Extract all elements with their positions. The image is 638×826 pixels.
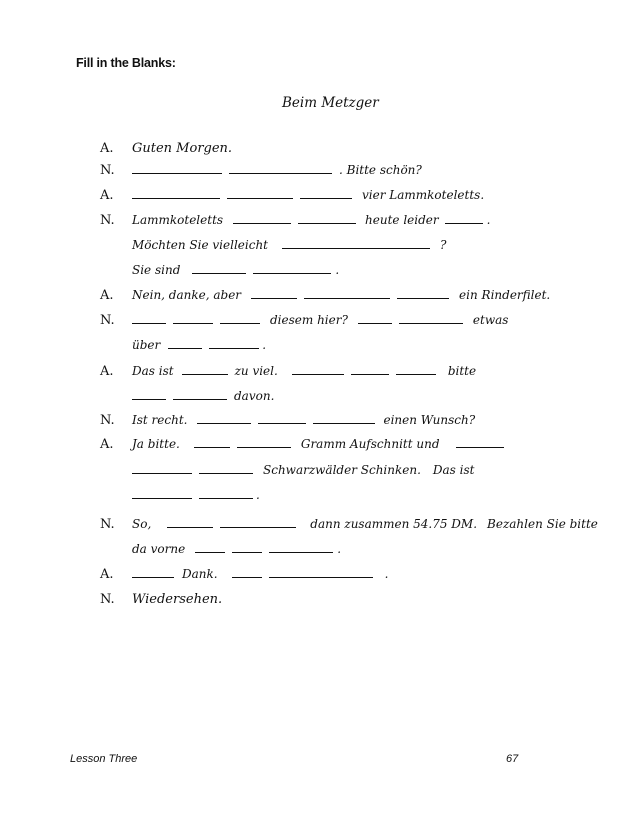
line-text: Ist recht. bbox=[132, 413, 188, 427]
line-text: ? bbox=[440, 238, 447, 252]
exercise-heading: Fill in the Blanks: bbox=[76, 56, 176, 70]
page-number: 67 bbox=[506, 753, 519, 765]
line-text: Wiedersehen. bbox=[132, 592, 223, 607]
speaker-label: A. bbox=[100, 288, 114, 303]
line-text: über bbox=[132, 338, 161, 352]
answer-blank[interactable] bbox=[304, 288, 390, 299]
answer-blank[interactable] bbox=[351, 364, 389, 375]
answer-blank[interactable] bbox=[195, 542, 225, 553]
answer-blank[interactable] bbox=[397, 288, 449, 299]
speaker-label: A. bbox=[100, 141, 114, 156]
line-text: Das ist bbox=[132, 364, 174, 378]
answer-blank[interactable] bbox=[220, 517, 296, 528]
answer-blank[interactable] bbox=[220, 313, 260, 324]
line-text: Ja bitte. bbox=[132, 437, 180, 451]
dialogue-line bbox=[132, 488, 260, 504]
dialogue-line bbox=[132, 141, 232, 157]
answer-blank[interactable] bbox=[313, 413, 375, 424]
answer-blank[interactable] bbox=[237, 437, 291, 448]
answer-blank[interactable] bbox=[209, 338, 259, 349]
dialogue-line bbox=[132, 263, 339, 279]
line-text: Bezahlen Sie bitte bbox=[487, 517, 598, 531]
dialogue-line bbox=[132, 338, 266, 354]
answer-blank[interactable] bbox=[292, 364, 344, 375]
speaker-label: N. bbox=[100, 313, 115, 328]
answer-blank[interactable] bbox=[192, 263, 246, 274]
answer-blank[interactable] bbox=[253, 263, 331, 274]
line-text: Möchten Sie vielleicht bbox=[132, 238, 269, 252]
line-text: Lammkoteletts bbox=[132, 213, 224, 227]
answer-blank[interactable] bbox=[173, 313, 213, 324]
answer-blank[interactable] bbox=[132, 567, 174, 578]
speaker-label: N. bbox=[100, 592, 115, 607]
answer-blank[interactable] bbox=[132, 463, 192, 474]
dialogue-line bbox=[132, 188, 490, 204]
line-text: vier Lammkoteletts. bbox=[362, 188, 485, 202]
line-text: Schwarzwälder Schinken. bbox=[263, 463, 421, 477]
speaker-label: A. bbox=[100, 437, 114, 452]
line-text: Das ist bbox=[432, 463, 475, 477]
speaker-label: A. bbox=[100, 364, 114, 379]
line-text: . Bitte schön? bbox=[339, 163, 422, 177]
speaker-label: A. bbox=[100, 567, 114, 582]
speaker-label: N. bbox=[100, 517, 115, 532]
line-text: . bbox=[486, 213, 491, 227]
answer-blank[interactable] bbox=[194, 437, 230, 448]
line-text: ein Rinderfilet. bbox=[459, 288, 551, 302]
line-text: davon. bbox=[234, 389, 275, 403]
answer-blank[interactable] bbox=[282, 238, 430, 249]
speaker-label: N. bbox=[100, 213, 115, 228]
line-text: . bbox=[337, 542, 342, 556]
answer-blank[interactable] bbox=[269, 542, 333, 553]
answer-blank[interactable] bbox=[300, 188, 352, 199]
dialogue-line bbox=[132, 389, 274, 405]
answer-blank[interactable] bbox=[298, 213, 356, 224]
answer-blank[interactable] bbox=[396, 364, 436, 375]
answer-blank[interactable] bbox=[233, 213, 291, 224]
answer-blank[interactable] bbox=[251, 288, 297, 299]
dialogue-line bbox=[132, 517, 598, 533]
answer-blank[interactable] bbox=[227, 188, 293, 199]
dialogue-line bbox=[132, 592, 222, 608]
dialogue-line bbox=[132, 364, 476, 380]
answer-blank[interactable] bbox=[232, 542, 262, 553]
dialogue-line bbox=[132, 567, 388, 583]
answer-blank[interactable] bbox=[399, 313, 463, 324]
speaker-label: N. bbox=[100, 413, 115, 428]
line-text: da vorne bbox=[132, 542, 186, 556]
answer-blank[interactable] bbox=[199, 488, 253, 499]
answer-blank[interactable] bbox=[456, 437, 504, 448]
line-text: . bbox=[256, 488, 260, 502]
answer-blank[interactable] bbox=[269, 567, 373, 578]
dialogue-line bbox=[132, 163, 422, 179]
answer-blank[interactable] bbox=[232, 567, 262, 578]
line-text: Dank. bbox=[182, 567, 218, 581]
dialogue-line bbox=[132, 437, 511, 453]
line-text: diesem hier? bbox=[270, 313, 348, 327]
dialogue-line bbox=[132, 313, 508, 329]
dialogue-line bbox=[132, 288, 550, 304]
line-text: . bbox=[335, 263, 340, 277]
answer-blank[interactable] bbox=[168, 338, 202, 349]
dialogue-line bbox=[132, 213, 490, 229]
line-text: Sie sind bbox=[132, 263, 181, 277]
dialogue-line bbox=[132, 542, 341, 558]
line-text: . bbox=[262, 338, 267, 352]
line-text: . bbox=[384, 567, 389, 581]
answer-blank[interactable] bbox=[182, 364, 228, 375]
answer-blank[interactable] bbox=[229, 163, 332, 174]
line-text: etwas bbox=[472, 313, 509, 327]
line-text: Gramm Aufschnitt und bbox=[300, 437, 440, 451]
dialogue-line bbox=[132, 413, 475, 429]
answer-blank[interactable] bbox=[258, 413, 306, 424]
answer-blank[interactable] bbox=[132, 488, 192, 499]
footer-lesson: Lesson Three bbox=[70, 753, 138, 765]
line-text: Nein, danke, aber bbox=[132, 288, 242, 302]
line-text: bitte bbox=[447, 364, 477, 378]
line-text: So, bbox=[132, 517, 152, 531]
answer-blank[interactable] bbox=[167, 517, 213, 528]
answer-blank[interactable] bbox=[132, 188, 220, 199]
dialogue-title: Beim Metzger bbox=[282, 95, 379, 111]
answer-blank[interactable] bbox=[358, 313, 392, 324]
answer-blank[interactable] bbox=[199, 463, 253, 474]
speaker-label: A. bbox=[100, 188, 114, 203]
line-text: zu viel. bbox=[234, 364, 278, 378]
answer-blank[interactable] bbox=[132, 163, 222, 174]
line-text: dann zusammen 54.75 DM. bbox=[310, 517, 478, 531]
line-text: Guten Morgen. bbox=[132, 141, 233, 156]
answer-blank[interactable] bbox=[445, 213, 483, 224]
dialogue-line bbox=[132, 238, 446, 254]
answer-blank[interactable] bbox=[132, 313, 166, 324]
answer-blank[interactable] bbox=[197, 413, 251, 424]
speaker-label: N. bbox=[100, 163, 115, 178]
dialogue-line bbox=[132, 463, 474, 479]
line-text: einen Wunsch? bbox=[383, 413, 476, 427]
line-text: heute leider bbox=[365, 213, 439, 227]
answer-blank[interactable] bbox=[132, 389, 166, 400]
answer-blank[interactable] bbox=[173, 389, 227, 400]
